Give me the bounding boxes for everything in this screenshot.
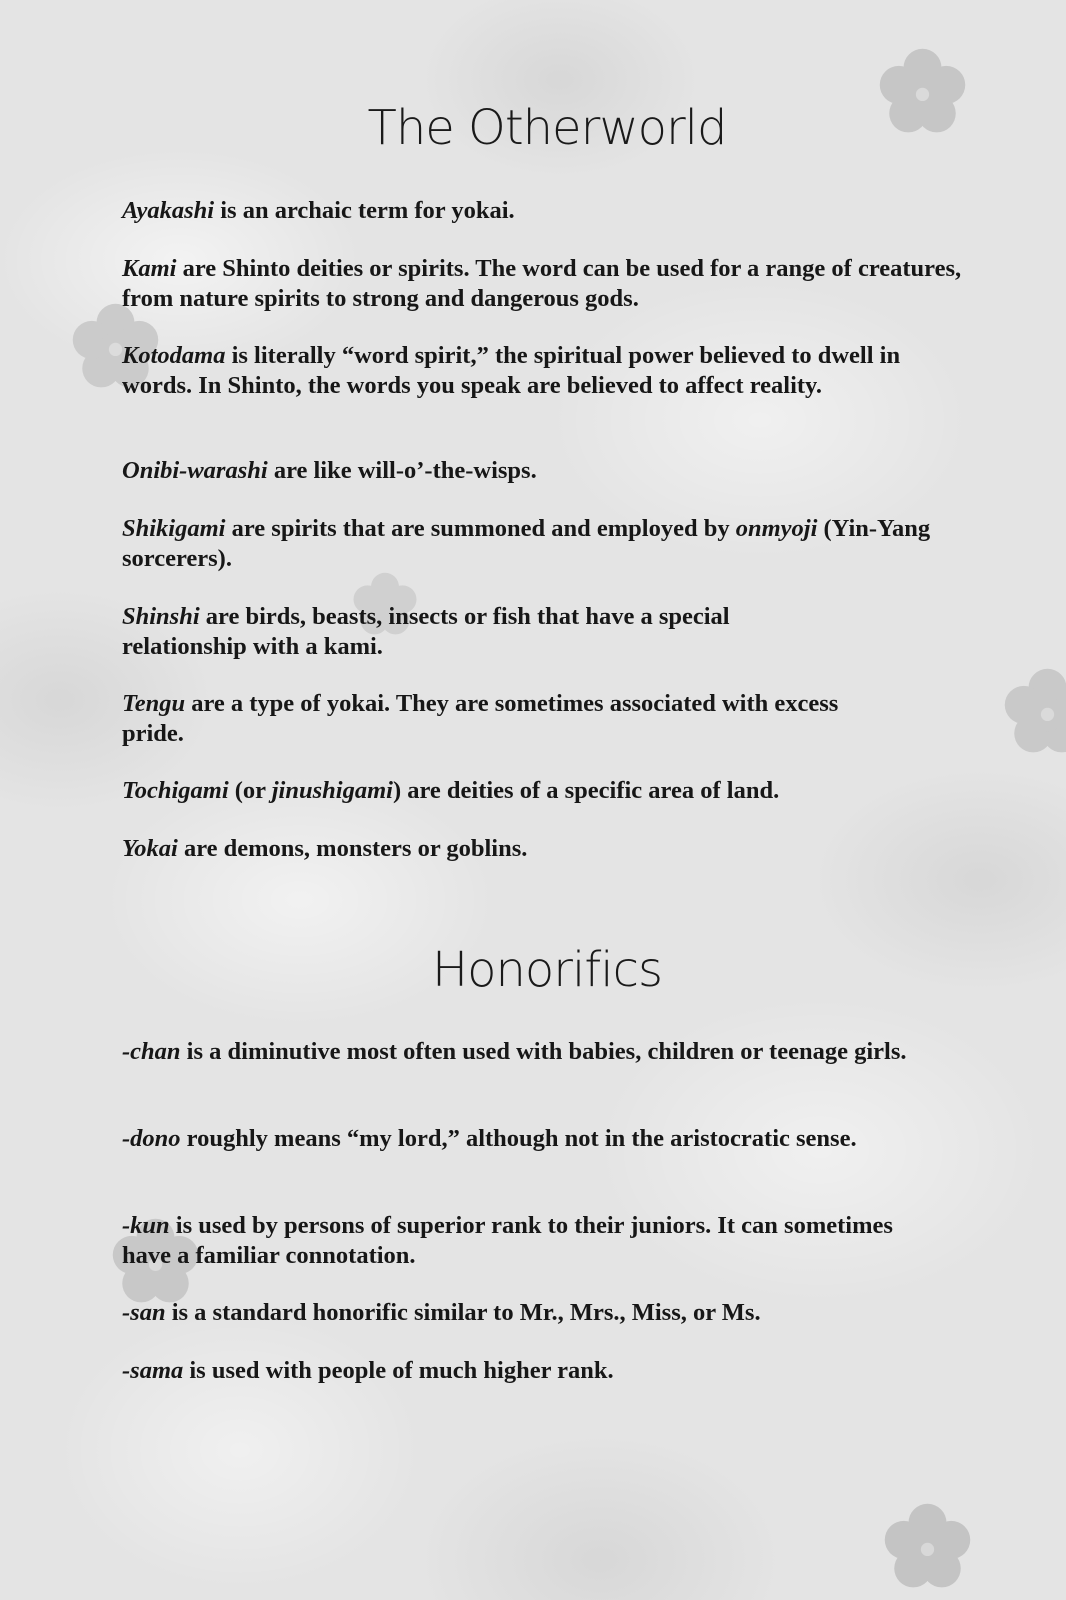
glossary-definition: are a type of yokai. They are sometimes associated with excess pride. <box>122 690 839 747</box>
glossary-term: -dono <box>122 1125 181 1152</box>
glossary-definition: is a diminutive most often used with babies, children or teenage girls. <box>180 1038 907 1065</box>
glossary-term: Ayakashi <box>122 197 215 224</box>
plum-blossom-icon <box>880 1500 975 1595</box>
section-title-otherworld: The Otherworld <box>367 100 727 156</box>
glossary-definition: are birds, beasts, insects or fish that have a special relationship with a kami. <box>122 603 730 660</box>
glossary-entry <box>122 776 972 806</box>
glossary-definition: roughly means “my lord,” although not in the aristocratic sense. <box>180 1125 857 1152</box>
glossary-term: Onibi-warashi <box>122 457 268 484</box>
glossary-entry <box>122 602 852 661</box>
section-title-honorifics: Honorifics <box>432 942 662 998</box>
glossary-entry <box>122 514 972 573</box>
glossary-entry <box>122 1124 922 1154</box>
glossary-entry <box>122 1356 972 1386</box>
glossary-entry <box>122 834 972 864</box>
glossary-definition-end: ) are deities of a specific area of land. <box>392 777 780 804</box>
glossary-definition: are like will-o’-the-wisps. <box>267 457 537 484</box>
glossary-term: Shinshi <box>122 603 200 630</box>
glossary-definition: is used by persons of superior rank to their juniors. It can sometimes have a familiar connotation. <box>122 1212 893 1269</box>
glossary-definition: is a standard honorific similar to Mr., Mrs., Miss, or Ms. <box>165 1299 761 1326</box>
glossary-definition: are demons, monsters or goblins. <box>177 835 528 862</box>
glossary-term: -sama <box>122 1357 184 1384</box>
glossary-term: Yokai <box>122 835 178 862</box>
glossary-definition: is literally “word spirit,” the spiritual power believed to dwell in words. In Shinto, the words you speak are believed to affect reality. <box>122 342 901 399</box>
glossary-entry <box>122 341 922 400</box>
glossary-term: Shikigami <box>122 515 226 542</box>
glossary-entry <box>122 254 972 313</box>
glossary-term: -chan <box>122 1038 181 1065</box>
glossary-term: -kun <box>122 1212 170 1239</box>
glossary-definition: is used with people of much higher rank. <box>183 1357 614 1384</box>
glossary-definition: (or <box>228 777 272 804</box>
glossary-entry <box>122 1298 972 1328</box>
glossary-entry <box>122 456 972 486</box>
glossary-italic-term: onmyoji <box>735 515 818 542</box>
glossary-term: Tengu <box>122 690 186 717</box>
glossary-definition: is an archaic term for yokai. <box>214 197 515 224</box>
glossary-definition-end: (Yin-Yang sorcerers). <box>122 515 931 572</box>
glossary-entry <box>122 689 902 748</box>
glossary-term: -san <box>122 1299 166 1326</box>
glossary-entry <box>122 1037 912 1067</box>
plum-blossom-icon <box>1000 665 1066 760</box>
glossary-definition: are spirits that are summoned and employed by <box>225 515 736 542</box>
glossary-term: Tochigami <box>122 777 229 804</box>
glossary-definition: are Shinto deities or spirits. The word can be used for a range of creatures, from nature spirits to strong and dangerous gods. <box>122 255 962 312</box>
glossary-entry <box>122 1211 932 1270</box>
glossary-italic-term: jinushigami <box>271 777 393 804</box>
glossary-term: Kami <box>122 255 177 282</box>
glossary-entry <box>122 196 972 226</box>
glossary-term: Kotodama <box>122 342 226 369</box>
